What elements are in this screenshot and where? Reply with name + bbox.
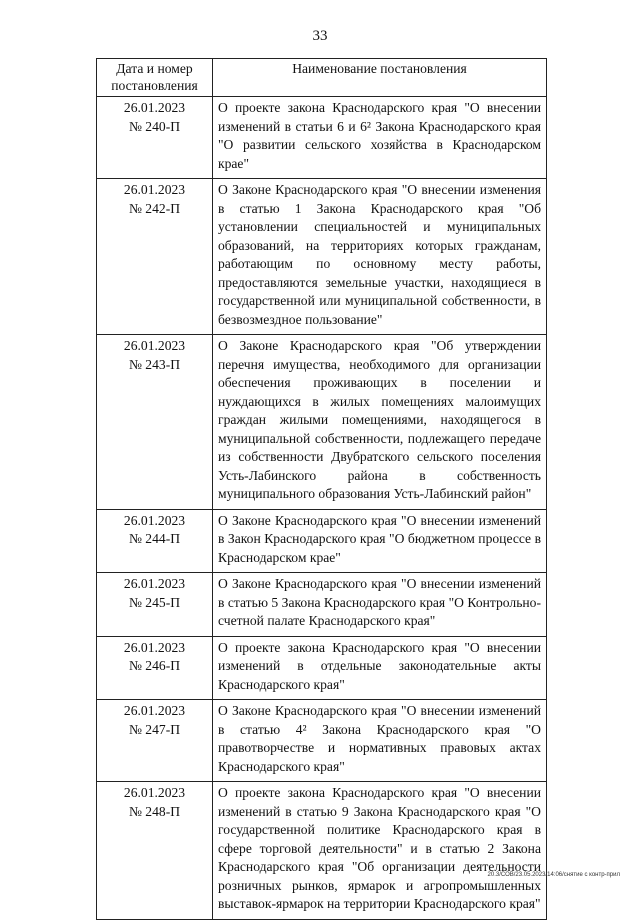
- document-footer-code: 20.3/СОВ/23.05.2023/14:06/снятие с контр-прил: [487, 872, 620, 878]
- table-row: [97, 509, 547, 573]
- resolution-name: О Законе Краснодарского края "Об утверждении перечня имущества, необходимого для организации обеспечения проживающих в поселении и нуждающихся в жилых помещениях малоимущих граждан жилыми помещениями, находящегося в муниципальной собственности, подлежащего передаче из собственности Двубратского сельского поселения Усть-Лабинского района в собственность муниципального образования Усть-Лабинский район": [213, 335, 547, 510]
- resolution-number: № 240-П: [128, 118, 181, 134]
- page-number: 33: [312, 28, 328, 44]
- table-row: [97, 782, 547, 920]
- date-cell: [97, 700, 213, 782]
- header-date-number: Дата и номер постановления: [97, 59, 213, 97]
- table-header-row: [97, 59, 547, 97]
- resolution-date: 26.01.2023: [123, 785, 186, 800]
- resolution-date: 26.01.2023: [123, 703, 186, 718]
- resolution-date: 26.01.2023: [123, 100, 186, 115]
- table-row: [97, 179, 547, 335]
- date-cell: [97, 97, 213, 179]
- resolution-date: 26.01.2023: [123, 338, 186, 353]
- date-cell: [97, 636, 213, 700]
- resolution-number: № 248-П: [128, 803, 181, 819]
- resolution-name: О проекте закона Краснодарского края "О внесении изменений в отдельные законодательные акты Краснодарского края": [213, 636, 547, 700]
- table-row: [97, 335, 547, 510]
- resolution-date: 26.01.2023: [123, 639, 186, 655]
- header-name: Наименование постановления: [213, 59, 547, 97]
- resolution-date: 26.01.2023: [123, 576, 186, 591]
- resolution-name: О Законе Краснодарского края "О внесении изменений в статью 4² Закона Краснодарского края "О правотворчестве и нормативных правовых актах Краснодарского края": [213, 700, 547, 782]
- resolution-number: № 244-П: [128, 531, 181, 546]
- date-cell: [97, 179, 213, 335]
- date-cell: [97, 782, 213, 920]
- resolution-name: О Законе Краснодарского края "О внесении изменений в статью 5 Закона Краснодарского края "О Контрольно-счетной палате Краснодарского края": [213, 573, 547, 637]
- date-cell: [97, 573, 213, 637]
- table-row: [97, 636, 547, 700]
- resolutions-table: [96, 58, 547, 920]
- resolution-number: № 246-П: [128, 658, 181, 673]
- resolution-date: 26.01.2023: [123, 182, 186, 197]
- resolution-number: № 243-П: [128, 356, 181, 372]
- resolution-name: О проекте закона Краснодарского края "О внесении изменений в статью 9 Закона Краснодарского края "О государственной политике Краснодарского края в сфере торговой деятельности" и в статью 2 Закона Краснодарского края "Об организации деятельности розничных рынков, ярмарок и агропромышленных выставок-ярмарок на территории Краснодарского края": [213, 782, 547, 920]
- resolution-name: О Законе Краснодарского края "О внесении изменения в статью 1 Закона Краснодарского края "Об установлении специальностей и муниципальных образований, на территориях которых гражданам, работающим по основному месту работы, предоставляются земельные участки, находящиеся в государственной или муниципальной собственности, в безвозмездное пользование": [213, 179, 547, 335]
- date-cell: [97, 335, 213, 510]
- resolution-name: О Законе Краснодарского края "О внесении изменений в Закон Краснодарского края "О бюджетном процессе в Краснодарском крае": [213, 509, 547, 573]
- table-row: [97, 573, 547, 637]
- resolution-number: № 245-П: [128, 594, 181, 610]
- resolution-date: 26.01.2023: [123, 512, 186, 528]
- table-row: [97, 700, 547, 782]
- resolution-number: № 247-П: [128, 721, 181, 737]
- date-cell: [97, 509, 213, 573]
- table-row: [97, 97, 547, 179]
- resolution-number: № 242-П: [128, 200, 181, 216]
- resolution-name: О проекте закона Краснодарского края "О внесении изменений в статьи 6 и 6² Закона Краснодарского края "О развитии сельского хозяйства в Краснодарском крае": [213, 97, 547, 179]
